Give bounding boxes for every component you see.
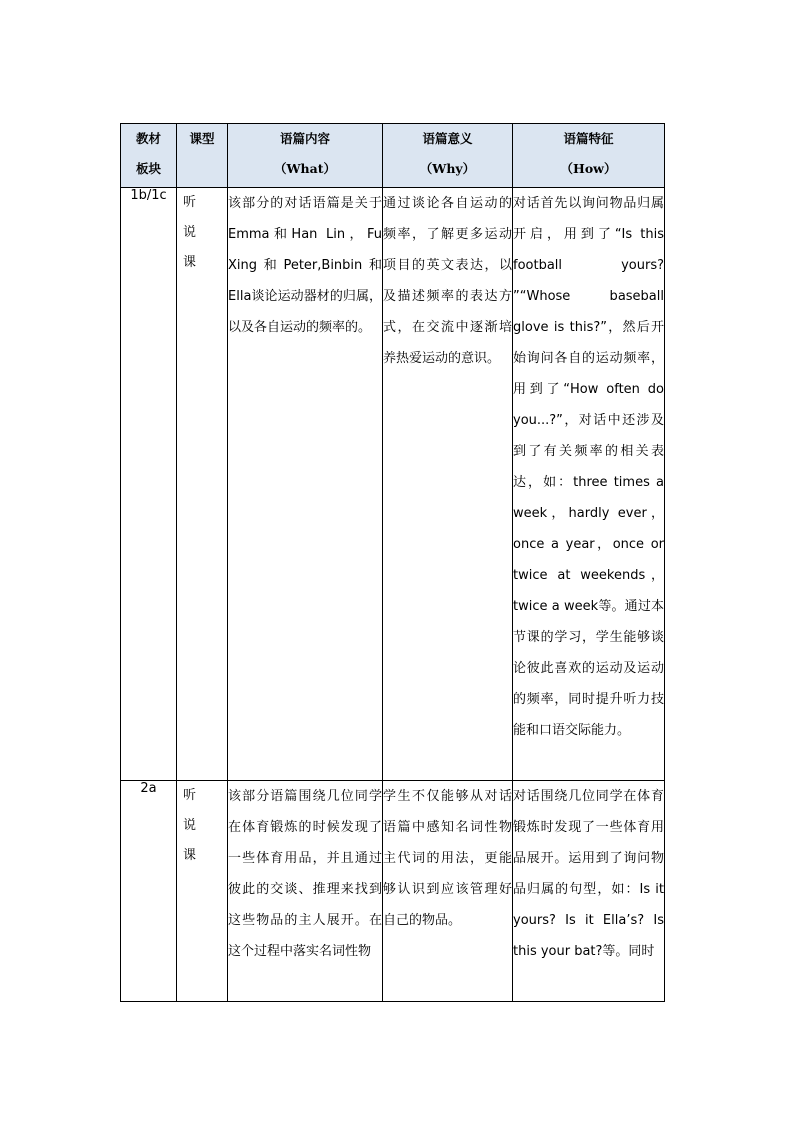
table-header-row: [121, 124, 665, 188]
header-type: 课型: [177, 124, 228, 188]
header-what: 语篇内容 （What）: [228, 124, 383, 188]
what-cell: 该部分的对话语篇是关于Emma和Han Lin，Fu Xing和Peter,Binbin和Ella谈论运动器材的归属，以及各自运动的频率的。: [228, 188, 383, 781]
lesson-type-cell: 听 说 课: [177, 188, 228, 781]
how-cell: 对话围绕几位同学在体育锻炼时发现了一些体育用品展开。运用到了询问物品归属的句型，如：Is it yours? Is it Ella’s? Is this your bat?等。同时: [513, 781, 665, 1002]
why-cell: 通过谈论各自运动的频率，了解更多运动项目的英文表达，以及描述频率的表达方式，在交流中逐渐培养热爱运动的意识。: [383, 188, 513, 781]
how-cell: 对话首先以询问物品归属开启，用到了“Is this football yours? ”“Whose baseball glove is this?”，然后开始询问各自的运动频率，用到了“How often do you...?”，对话中还涉及到了有关频率的相关表达，如：three times a week，hardly ever，once a year，once or twice at weekends，twice a week等。通过本节课的学习，学生能够谈论彼此喜欢的运动及运动的频率，同时提升听力技能和口语交际能力。: [513, 188, 665, 781]
table-row: [121, 781, 665, 1002]
what-cell: 该部分语篇围绕几位同学在体育锻炼的时候发现了一些体育用品，并且通过彼此的交谈、推理来找到这些物品的主人展开。在这个过程中落实名词性物: [228, 781, 383, 1002]
header-why: 语篇意义 （Why）: [383, 124, 513, 188]
section-cell: 1b/1c: [121, 188, 177, 781]
lesson-type-cell: 听 说 课: [177, 781, 228, 1002]
header-section: 教材 板块: [121, 124, 177, 188]
table-row: [121, 188, 665, 781]
lesson-analysis-table: [120, 123, 665, 1002]
why-cell: 学生不仅能够从对话语篇中感知名词性物主代词的用法，更能够认识到应该管理好自己的物品。: [383, 781, 513, 1002]
section-cell: 2a: [121, 781, 177, 1002]
header-how: 语篇特征 （How）: [513, 124, 665, 188]
